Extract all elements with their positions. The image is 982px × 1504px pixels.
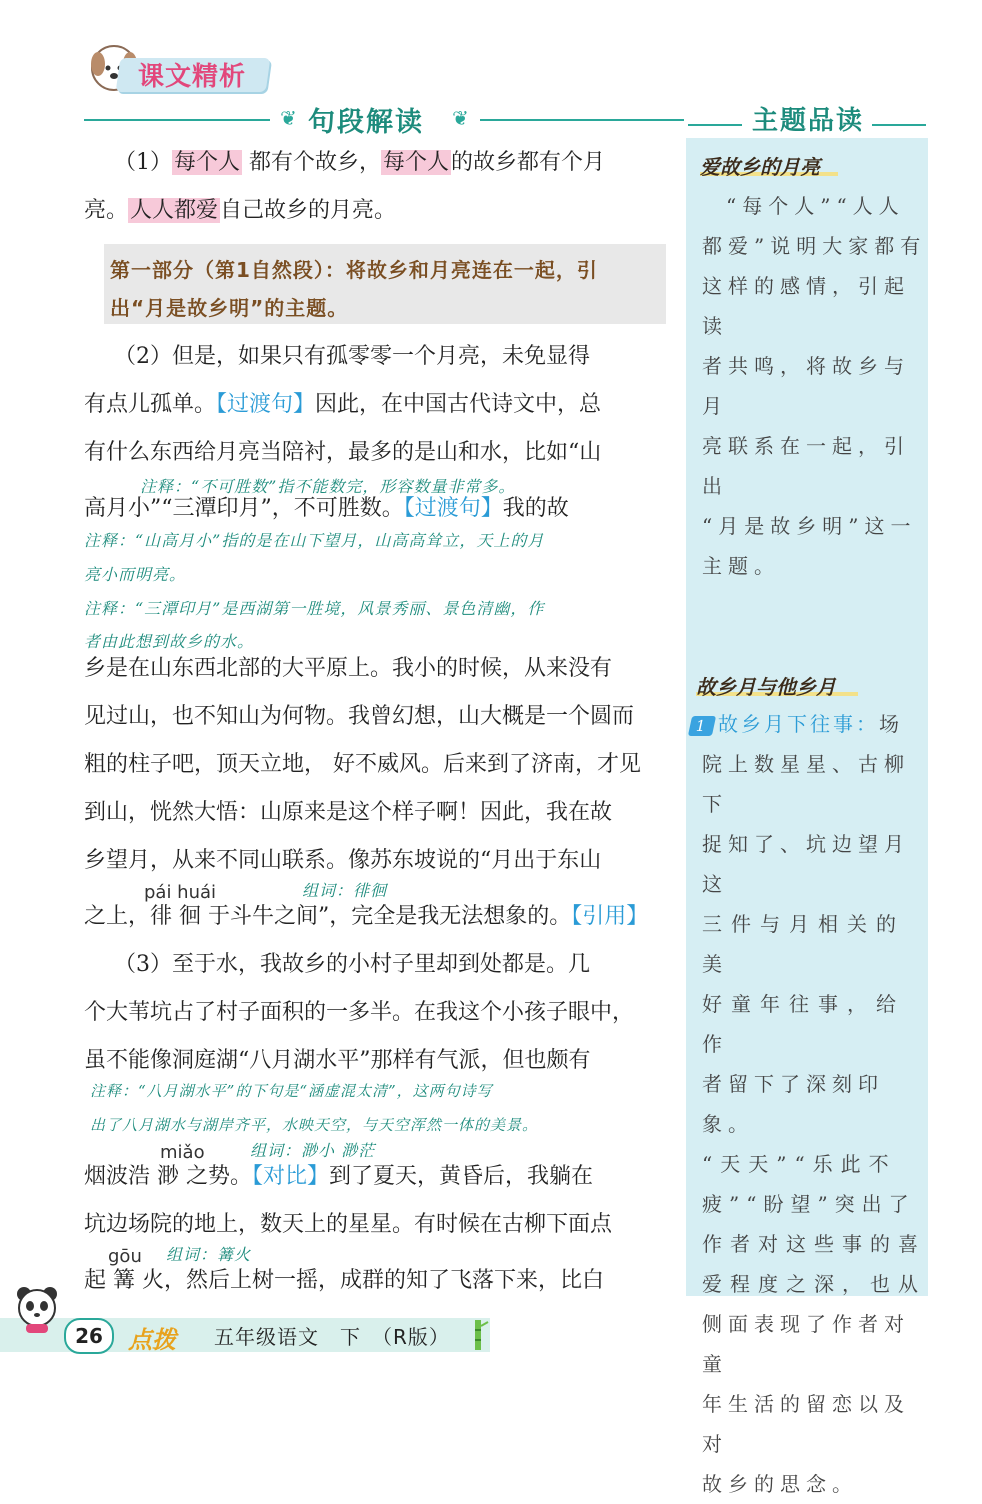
annotation: 组词：渺小 渺茫 bbox=[250, 1141, 376, 1160]
annotation: 注释：“三潭印月”是西湖第一胜境，风景秀丽、景色清幽，作 bbox=[84, 599, 545, 618]
leaf-icon: ❦ bbox=[452, 106, 469, 130]
section-heading: 句段解读 bbox=[308, 107, 424, 138]
summary-line-2: 出“月是故乡明”的主题。 bbox=[110, 296, 349, 320]
text-line: 之上，徘 徊 于斗牛之间”，完全是我无法想象的。【引用】 bbox=[84, 904, 649, 929]
text-line: 坑边场院的地上，数天上的星星。有时候在古柳下面点 bbox=[84, 1212, 613, 1237]
panda-mascot-icon bbox=[14, 1284, 60, 1334]
side-key-phrase: 故乡月下往事： bbox=[718, 712, 879, 736]
tag-transition: 【过渡句】 bbox=[403, 496, 503, 521]
text-line: 见过山，也不知山为何物。我曾幻想，山大概是一个圆而 bbox=[84, 704, 635, 729]
text-line: （2）但是，如果只有孤零零一个月亮，未免显得 bbox=[114, 344, 590, 369]
text-line: 虽不能像洞庭湖“八月湖水平”那样有气派，但也颇有 bbox=[84, 1048, 591, 1073]
pinyin: miǎo bbox=[160, 1142, 205, 1163]
side-heading: 主题品读 bbox=[752, 106, 865, 136]
annotation: 者由此想到故乡的水。 bbox=[84, 632, 255, 651]
tag-transition: 【过渡句】 bbox=[216, 392, 316, 417]
highlighted-phrase: 每个人 bbox=[383, 150, 450, 175]
highlighted-phrase: 人人都爱 bbox=[130, 198, 219, 223]
annotation: 注释：“八月湖水平”的下句是“涵虚混太清”，这两句诗写 bbox=[90, 1082, 493, 1100]
side-text-1: “每个人”“人人 都爱”说明大家都有 这样的感情，引起读 者共鸣，将故乡与月 亮联系在一起，引出 “月是故乡明”这一 主题。 bbox=[702, 194, 927, 578]
text-line: （3）至于水，我故乡的小村子里却到处都是。几 bbox=[114, 952, 590, 977]
annotation: 注释：“山高月小”指的是在山下望月，山高高耸立，天上的月 bbox=[84, 531, 545, 550]
logo-title: 课文精析 bbox=[138, 62, 247, 92]
highlighted-phrase: 每个人 bbox=[174, 150, 241, 175]
side-text-2: 1 故乡月下往事：场 院上数星星、古柳下 捉知了、坑边望月这 三件与月相关的美 好童年往事，给作 者留下了深刻印象。 “天天”“乐此不 疲”“盼望”突出了 作者对这些事的喜 爱程度之深，也从 侧面表现了作者对童 年生活的留恋以及对 故乡的思念。 bbox=[690, 704, 926, 1504]
annotation: 亮小而明亮。 bbox=[84, 565, 187, 584]
tag-contrast: 【对比】 bbox=[252, 1164, 330, 1189]
text-line: 个大苇坑占了村子面积的一多半。在我这个小孩子眼中， bbox=[84, 1000, 635, 1025]
text-line: 高月小”“三潭印月”，不可胜数。【过渡句】我的故 bbox=[84, 496, 569, 521]
text-line: 粗的柱子吧，顶天立地， 好不威风。后来到了济南，才见 bbox=[84, 752, 641, 777]
number-badge: 1 bbox=[688, 716, 716, 736]
leaf-icon: ❦ bbox=[280, 106, 297, 130]
pinyin: pái huái bbox=[144, 882, 217, 903]
text-line: 乡望月，从来不同山联系。像苏东坡说的“月出于东山 bbox=[84, 848, 602, 873]
tag-quote: 【引用】 bbox=[571, 904, 649, 929]
text-line: 烟波浩 渺 之势。【对比】到了夏天，黄昏后，我躺在 bbox=[84, 1164, 594, 1189]
text-line: （1）每个人 都有个故乡，每个人的故乡都有个月 bbox=[114, 150, 606, 175]
annotation: 出了八月湖水与湖岸齐平，水映天空，与天空浑然一体的美景。 bbox=[90, 1116, 539, 1134]
book-title: 五年级语文 下 （R版） bbox=[214, 1325, 450, 1349]
text-line: 有什么东西给月亮当陪衬，最多的是山和水，比如“山 bbox=[84, 440, 602, 465]
text-line: 亮。人人都爱自己故乡的月亮。 bbox=[84, 198, 397, 223]
text-line: 有点儿孤单。【过渡句】因此，在中国古代诗文中，总 bbox=[84, 392, 602, 417]
pinyin: gōu bbox=[108, 1246, 142, 1267]
page-number: 26 bbox=[64, 1318, 114, 1354]
text-line: 起 篝 火，然后上树一摇，成群的知了飞落下来，比白 bbox=[84, 1268, 604, 1293]
annotation: 组词：徘徊 bbox=[302, 881, 388, 900]
bamboo-icon bbox=[466, 1318, 490, 1352]
brand-name: 点拨 bbox=[128, 1326, 176, 1354]
side-title-2: 故乡月与他乡月 bbox=[696, 675, 836, 699]
annotation: 组词：篝火 bbox=[166, 1245, 252, 1264]
summary-line-1: 第一部分（第1自然段）：将故乡和月亮连在一起，引 bbox=[110, 258, 598, 282]
text-line: 乡是在山东西北部的大平原上。我小的时候，从来没有 bbox=[84, 656, 613, 681]
annotation: 注释：“不可胜数”指不能数完，形容数量非常多。 bbox=[140, 477, 516, 496]
text-line: 到山，恍然大悟：山原来是这个样子啊！因此，我在故 bbox=[84, 800, 613, 825]
side-title-1: 爱故乡的月亮 bbox=[700, 155, 820, 179]
